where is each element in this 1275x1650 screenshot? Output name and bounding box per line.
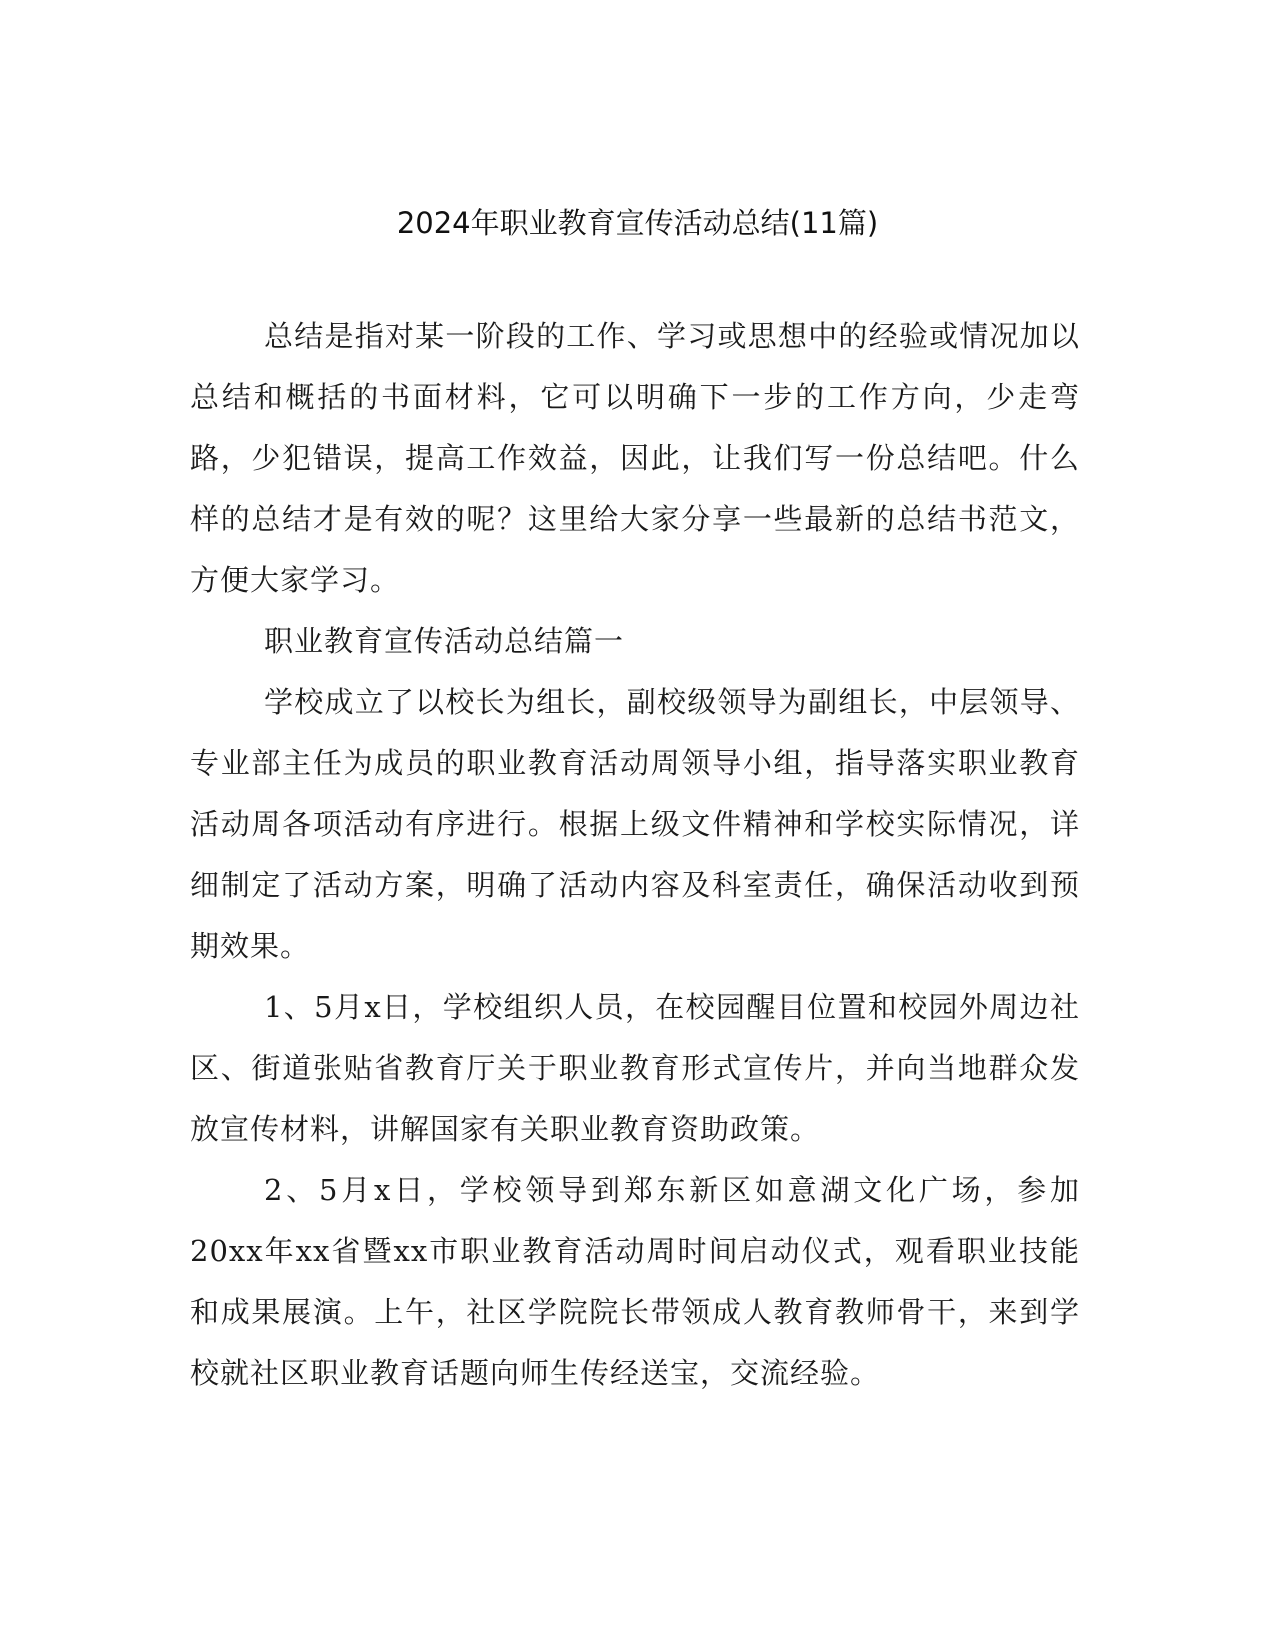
- document-body: [190, 306, 1080, 1404]
- body-paragraph-3: 2、5月x日，学校领导到郑东新区如意湖文化广场，参加20xx年xx省暨xx市职业教育活动周时间启动仪式，观看职业技能和成果展演。上午，社区学院院长带领成人教育教师骨干，来到学校就社区职业教育话题向师生传经送宝，交流经验。: [190, 1173, 1080, 1390]
- section-heading: 职业教育宣传活动总结篇一: [264, 624, 625, 658]
- document-title: 2024年职业教育宣传活动总结(11篇): [396, 206, 879, 240]
- intro-paragraph: 总结是指对某一阶段的工作、学习或思想中的经验或情况加以总结和概括的书面材料，它可以明确下一步的工作方向，少走弯路，少犯错误，提高工作效益，因此，让我们写一份总结吧。什么样的总结才是有效的呢？这里给大家分享一些最新的总结书范文，方便大家学习。: [190, 319, 1080, 597]
- body-paragraph-1: 学校成立了以校长为组长，副校级领导为副组长，中层领导、专业部主任为成员的职业教育活动周领导小组，指导落实职业教育活动周各项活动有序进行。根据上级文件精神和学校实际情况，详细制定了活动方案，明确了活动内容及科室责任，确保活动收到预期效果。: [190, 685, 1080, 963]
- body-paragraph-2: 1、5月x日，学校组织人员，在校园醒目位置和校园外周边社区、街道张贴省教育厅关于职业教育形式宣传片，并向当地群众发放宣传材料，讲解国家有关职业教育资助政策。: [190, 990, 1080, 1146]
